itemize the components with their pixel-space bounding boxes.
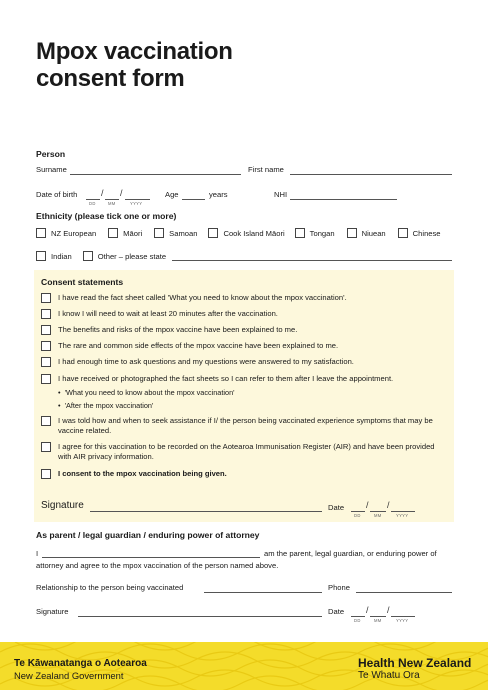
bullet-item: [58, 401, 153, 410]
date-slash: /: [387, 605, 390, 615]
health-nz-logo-subtitle: Te Whatu Ora: [358, 670, 420, 681]
statement-text: I had enough time to ask questions and my questions were answered to my satisfaction.: [58, 357, 354, 366]
consent-checkbox-6[interactable]: [41, 374, 51, 384]
checkbox-nz-european[interactable]: [36, 228, 46, 238]
date-slash: /: [366, 605, 369, 615]
relationship-field[interactable]: [204, 592, 322, 593]
statement-text: I agree for this vaccination to be recorded on the Aotearoa Immunisation Register (AIR) and have been provided with AIR privacy information.: [58, 442, 435, 461]
page-title: [36, 38, 336, 92]
consent-statement: [41, 341, 438, 351]
guardian-i-label: I: [36, 549, 39, 558]
dob-day-field[interactable]: [86, 199, 100, 200]
consent-statement: [41, 325, 438, 335]
footer-banner: [0, 642, 488, 690]
ethnicity-option: Indian: [51, 251, 72, 261]
consent-dd-hint: DD: [354, 513, 361, 518]
statement-text: I know I will need to wait at least 20 minutes after the vaccination.: [58, 309, 278, 318]
consent-statement: [41, 357, 438, 367]
checkbox-maori[interactable]: [108, 228, 118, 238]
guardian-text-2: attorney and agree to the mpox vaccination of the person named above.: [36, 561, 279, 570]
surname-label: Surname: [36, 165, 67, 174]
person-heading: Person: [36, 149, 66, 159]
nhi-field[interactable]: [290, 199, 397, 200]
bullet-text: 'What you need to know about the mpox vaccination': [64, 388, 235, 397]
date-slash: /: [366, 500, 369, 510]
consent-checkbox-5[interactable]: [41, 357, 51, 367]
consent-checkbox-7[interactable]: [41, 416, 51, 426]
consent-checkbox-8[interactable]: [41, 442, 51, 452]
consent-date-day[interactable]: [351, 511, 365, 512]
phone-field[interactable]: [356, 592, 452, 593]
title-line-2: consent form: [36, 65, 185, 92]
dob-dd-hint: DD: [89, 201, 96, 206]
consent-statement: [41, 442, 438, 462]
dob-year-field[interactable]: [125, 199, 150, 200]
consent-statement: [41, 374, 438, 384]
other-ethnicity-field[interactable]: [172, 260, 452, 261]
consent-checkbox-2[interactable]: [41, 309, 51, 319]
statement-text: I have read the fact sheet called 'What you need to know about the mpox vaccination'.: [58, 293, 347, 302]
bullet-item: [58, 388, 235, 397]
checkbox-niuean[interactable]: [347, 228, 357, 238]
bullet-dot: •: [58, 388, 65, 397]
date-slash: /: [387, 500, 390, 510]
years-label: years: [209, 190, 228, 199]
guardian-date-month[interactable]: [370, 616, 386, 617]
consent-checkbox-1[interactable]: [41, 293, 51, 303]
statement-text: The rare and common side effects of the mpox vaccine have been explained to me.: [58, 341, 339, 350]
dob-slash-2: /: [120, 188, 123, 198]
ethnicity-row-1: [36, 228, 441, 238]
guardian-date-day[interactable]: [351, 616, 365, 617]
dob-mm-hint: MM: [108, 201, 116, 206]
dob-slash-1: /: [101, 188, 104, 198]
relationship-label: Relationship to the person being vaccinated: [36, 583, 184, 592]
guardian-signature-field[interactable]: [78, 616, 322, 617]
ethnicity-option: Cook Island Māori: [223, 228, 285, 238]
guardian-mm-hint: MM: [374, 618, 382, 623]
first-name-field[interactable]: [290, 174, 452, 175]
consent-mm-hint: MM: [374, 513, 382, 518]
consent-statement: [41, 416, 438, 436]
dob-label: Date of birth: [36, 190, 78, 199]
guardian-date-label: Date: [328, 607, 345, 616]
bullet-dot: •: [58, 401, 65, 410]
consent-checkbox-9[interactable]: [41, 469, 51, 479]
ethnicity-option: Niuean: [361, 228, 386, 238]
checkbox-cook-island-maori[interactable]: [208, 228, 218, 238]
govt-logo-subtitle: New Zealand Government: [14, 670, 124, 681]
dob-month-field[interactable]: [105, 199, 119, 200]
consent-signature-label: Signature: [41, 500, 84, 511]
ethnicity-option: Māori: [123, 228, 143, 238]
title-line-1: Mpox vaccination: [36, 38, 233, 65]
statement-text: The benefits and risks of the mpox vaccine have been explained to me.: [58, 325, 298, 334]
consent-date-year[interactable]: [391, 511, 415, 512]
phone-label: Phone: [328, 583, 350, 592]
consent-heading: Consent statements: [41, 277, 124, 287]
ethnicity-heading: Ethnicity (please tick one or more): [36, 211, 177, 221]
ethnicity-option: Tongan: [309, 228, 335, 238]
statement-text: I have received or photographed the fact sheets so I can refer to them after I leave the appointment.: [58, 374, 394, 383]
nhi-label: NHI: [274, 190, 288, 199]
dob-yyyy-hint: YYYY: [130, 201, 143, 206]
guardian-name-field[interactable]: [42, 557, 260, 558]
ethnicity-option: NZ European: [51, 228, 97, 238]
health-nz-logo-title: Health New Zealand: [358, 656, 472, 670]
age-field[interactable]: [182, 199, 205, 200]
consent-date-month[interactable]: [370, 511, 386, 512]
consent-statement: [41, 469, 438, 479]
consent-checkbox-3[interactable]: [41, 325, 51, 335]
ethnicity-option: Other – please state: [97, 251, 167, 261]
first-name-label: First name: [248, 165, 284, 174]
consent-checkbox-4[interactable]: [41, 341, 51, 351]
consent-statement: [41, 293, 438, 303]
checkbox-indian[interactable]: [36, 251, 46, 261]
guardian-heading: As parent / legal guardian / enduring power of attorney: [36, 530, 260, 540]
consent-signature-field[interactable]: [90, 511, 322, 512]
statement-text: I was told how and when to seek assistance if I/ the person being vaccinated experience symptoms that may be vaccine related.: [58, 416, 433, 435]
guardian-yyyy-hint: YYYY: [396, 618, 409, 623]
statement-text: I consent to the mpox vaccination being given.: [58, 469, 227, 478]
checkbox-samoan[interactable]: [154, 228, 164, 238]
age-label: Age: [165, 190, 179, 199]
ethnicity-row-2: [36, 251, 175, 261]
guardian-signature-label: Signature: [36, 607, 69, 616]
guardian-date-year[interactable]: [391, 616, 415, 617]
ethnicity-option: Samoan: [169, 228, 198, 238]
guardian-dd-hint: DD: [354, 618, 361, 623]
checkbox-other[interactable]: [83, 251, 93, 261]
govt-logo-title: Te Kāwanatanga o Aotearoa: [14, 658, 147, 669]
consent-statement: [41, 309, 438, 319]
checkbox-tongan[interactable]: [295, 228, 305, 238]
bullet-text: 'After the mpox vaccination': [64, 401, 154, 410]
checkbox-chinese[interactable]: [398, 228, 408, 238]
surname-field[interactable]: [70, 174, 241, 175]
ethnicity-option: Chinese: [412, 228, 441, 238]
guardian-text-1: am the parent, legal guardian, or enduring power of: [264, 549, 437, 558]
consent-yyyy-hint: YYYY: [396, 513, 409, 518]
consent-date-label: Date: [328, 503, 345, 512]
